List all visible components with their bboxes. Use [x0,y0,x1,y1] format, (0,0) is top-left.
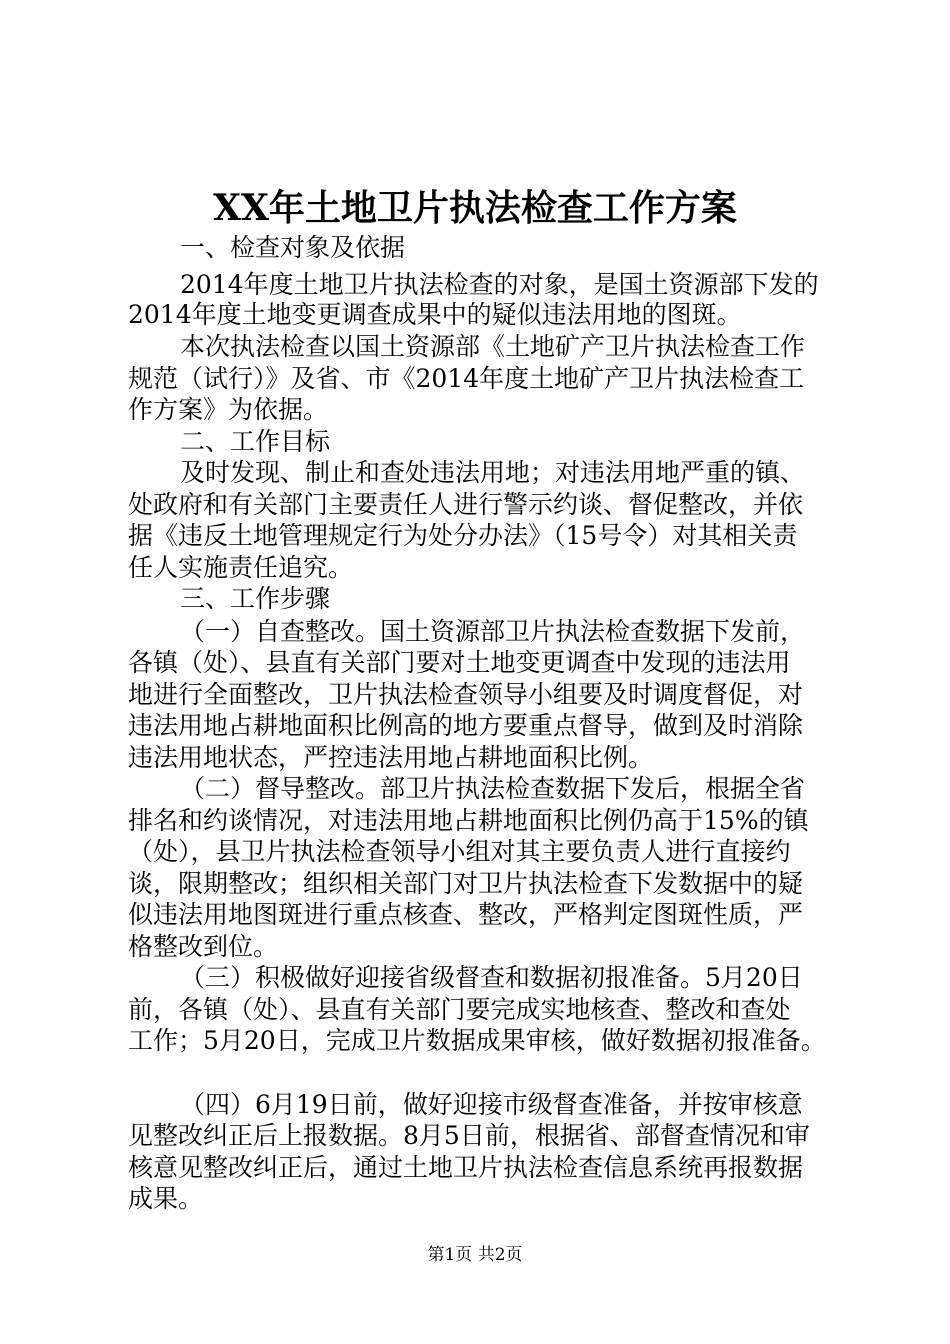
body-line: 违法用地占耕地面积比例高的地方要重点督导，做到及时消除 [128,711,804,740]
section-heading-2: 二、工作目标 [180,427,331,456]
body-line: 处政府和有关部门主要责任人进行警示约谈、督促整改，并依 [128,490,804,519]
body-line: （一）自查整改。国土资源部卫片执法检查数据下发前， [180,617,806,646]
body-line: （处），县卫片执法检查领导小组对其主要负责人进行直接约 [128,837,791,866]
document-title: XX年土地卫片执法检查工作方案 [213,187,737,229]
body-line: 本次执法检查以国土资源部《土地矿产卫片执法检查工作 [180,332,806,361]
section-heading-3: 三、工作步骤 [180,584,331,613]
body-line: 据《违反土地管理规定行为处分办法》（15号令）对其相关责 [128,521,798,550]
body-line: 见整改纠正后上报数据。8月5日前，根据省、部督查情况和审 [128,1121,810,1150]
body-line: （二）督导整改。部卫片执法检查数据下发后，根据全省 [180,774,806,803]
body-line: 格整改到位。 [128,932,279,961]
body-line: 工作；5月20日，完成卫片数据成果审核，做好数据初报准备。 [128,1026,826,1055]
body-line: 2014年度土地卫片执法检查的对象，是国土资源部下发的 [180,270,819,299]
body-line: 似违法用地图斑进行重点核查、整改，严格判定图斑性质，严 [128,900,804,929]
body-line: 2014年度土地变更调查成果中的疑似违法用地的图斑。 [128,300,742,329]
body-line: 谈，限期整改；组织相关部门对卫片执法检查下发数据中的疑 [128,869,804,898]
body-line: 核意见整改纠正后，通过土地卫片执法检查信息系统再报数据 [128,1153,804,1182]
body-line: 作方案》为依据。 [128,395,329,424]
body-line: 地进行全面整改，卫片执法检查领导小组要及时调度督促，对 [128,680,804,709]
body-line: 各镇（处）、县直有关部门要对土地变更调查中发现的违法用 [128,648,791,677]
body-line: 任人实施责任追究。 [128,553,354,582]
body-line: 规范（试行）》及省、市《2014年度土地矿产卫片执法检查工 [128,364,805,393]
section-heading-1: 一、检查对象及依据 [180,233,406,262]
body-line: （四）6月19日前，做好迎接市级督查准备，并按审核意 [180,1090,803,1119]
page-number-footer: 第1页 共2页 [427,1245,523,1265]
body-line: （三）积极做好迎接省级督查和数据初报准备。5月20日 [180,963,803,992]
body-line: 前，各镇（处）、县直有关部门要完成实地核查、整改和查处 [128,995,791,1024]
body-line: 排名和约谈情况，对违法用地占耕地面积比例仍高于15%的镇 [128,806,809,835]
body-line: 及时发现、制止和查处违法用地；对违法用地严重的镇、 [180,458,806,487]
body-line: 成果。 [128,1184,204,1213]
body-line: 违法用地状态，严控违法用地占耕地面积比例。 [128,743,654,772]
